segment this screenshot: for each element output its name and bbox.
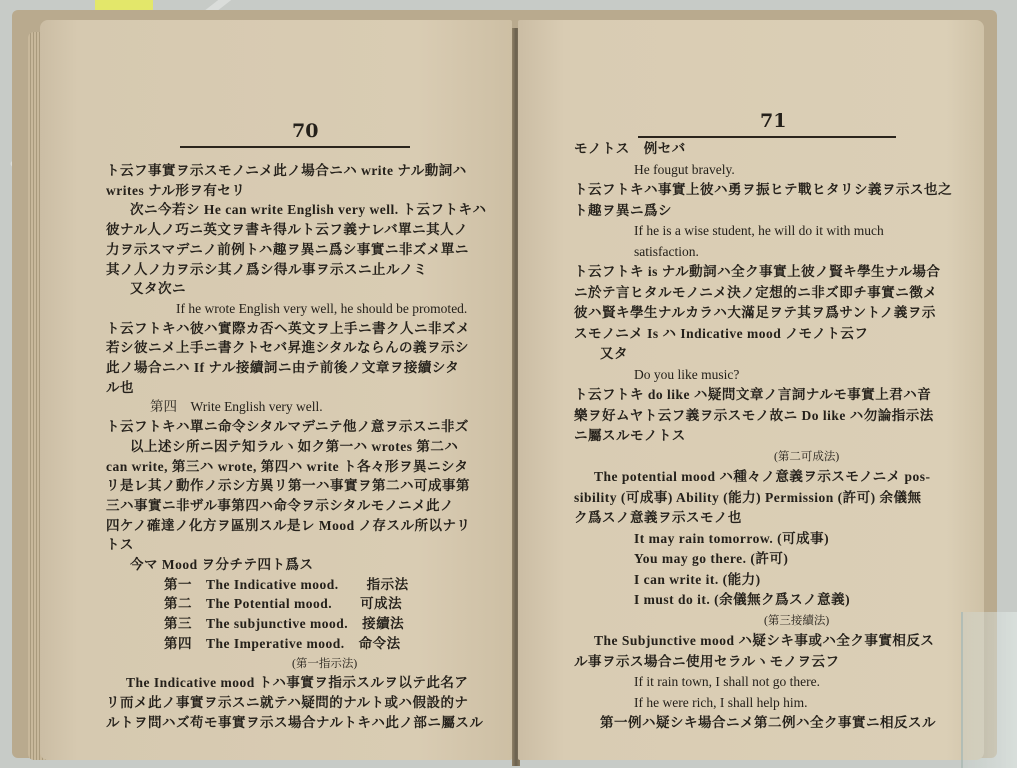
text-line: The Indicative mood トハ事實ヲ指示スルヲ以テ此名ア (126, 675, 469, 691)
text-line: ルトヲ問ハズ苟モ事實ヲ示ス場合ナルトキハ此ノ部ニ屬スル (106, 714, 484, 730)
text-line: スモノニメ Is ハ Indicative mood ノモノト云フ (574, 325, 869, 341)
text-line: I must do it. (余儀無ク爲スノ意義) (634, 592, 851, 607)
text-line: ト趣ヲ異ニ爲シ (574, 202, 672, 218)
text-line: I can write it. (能力) (634, 571, 761, 587)
text-line: (第二可成法) (774, 450, 840, 463)
header-rule-left (180, 146, 410, 148)
text-line: You may go there. (許可) (634, 551, 789, 566)
text-line: 第四 Write English very well. (150, 399, 323, 415)
text-line: satisfaction. (634, 243, 699, 259)
text-line: 第四 The Imperative mood. 命令法 (164, 635, 401, 651)
text-line: ト云フトキ is ナル動詞ハ全ク事實上彼ノ賢キ學生ナル場合 (574, 264, 941, 279)
text-line: (第三接續法) (764, 614, 830, 627)
text-line: 彼ハ賢キ學生ナルカラハ大滿足ヲテ其ヲ爲サントノ義ヲ示 (574, 305, 936, 320)
text-line: 若シ彼ニメ上手ニ書クトセバ昇進シタルならんの義ヲ示シ (106, 340, 470, 356)
left-page (40, 20, 512, 760)
text-line: ト云フトキハ彼ハ實際カ否ヘ英文ヲ上手ニ書ク人ニ非ズメ (106, 320, 470, 336)
text-line: If he were rich, I shall help him. (634, 694, 808, 710)
text-line: 力ヲ示スマデニノ前例トハ趣ヲ異ニ爲シ事實ニ非ズメ單ニ (106, 241, 469, 257)
text-line: ニ於テ言ヒタルモノニメ決ノ定想的ニ非ズ即チ事實ニ徴メ (574, 284, 938, 300)
text-line: He fougut bravely. (634, 161, 735, 177)
text-line: 三ハ事實ニ非ザル事第四ハ命令ヲ示シタルモノニメ此ノ (106, 497, 454, 513)
text-line: The Subjunctive mood ハ疑シキ事或ハ全ク事實相反ス (594, 633, 935, 648)
text-line: It may rain tomorrow. (可成事) (634, 530, 830, 546)
text-line: ト云フトキ do like ハ疑問文章ノ言詞ナルモ事實上君ハ音 (574, 387, 932, 402)
text-line: 又タ (600, 346, 628, 361)
text-line: 今マ Mood ヲ分チテ四ト爲ス (130, 557, 314, 572)
text-line: If it rain town, I shall not go there. (634, 674, 820, 689)
text-line: If he is a wise student, he will do it with much (634, 223, 884, 238)
text-line: 以上述シ所ニ因テ知ラルヽ如ク第一ハ wrotes 第二ハ (130, 438, 459, 454)
text-line: ト云フ事實ヲ示スモノニメ此ノ場合ニハ write ナル動詞ハ (106, 163, 467, 178)
text-line: ル也 (106, 379, 134, 395)
text-line: リ而メ此ノ事實ヲ示スニ就テハ疑問的ナルト或ハ假設的ナ (106, 694, 469, 710)
open-book (12, 10, 997, 758)
text-line: 樂ヲ好ムヤト云フ義ヲ示スモノ故ニ Do like ハ勿論指示法 (574, 407, 934, 423)
text-line: The potential mood ハ種々ノ意義ヲ示スモノニメ pos- (594, 469, 931, 484)
text-line: 次ニ今若シ He can write English very well. ト云フトキハ (130, 202, 487, 218)
text-line: 第三 The subjunctive mood. 接續法 (164, 616, 405, 632)
text-line: ト云フトキハ單ニ命令シタルマデニテ他ノ意ヲ示スニ非ズ (106, 419, 469, 435)
text-line: writes ナル形ヲ有セリ (106, 182, 246, 198)
text-line: トス (106, 537, 134, 553)
text-line: Do you like music? (634, 366, 740, 382)
text-line: 彼ナル人ノ巧ニ英文ヲ書キ得ルト云フ義ナレバ單ニ其人ノ (106, 222, 469, 238)
text-line: 此ノ場合ニハ If ナル接續詞ニ由テ前後ノ文章ヲ接續シタ (106, 360, 460, 375)
text-line: If he wrote English very well, he should be promoted. (176, 300, 468, 316)
text-line: 四ケノ確達ノ化方ヲ區別スル是レ Mood ノ存スル所以ナリ (106, 517, 471, 533)
right-page (518, 20, 984, 760)
glass-clip (961, 612, 1017, 768)
text-line: 第一 The Indicative mood. 指示法 (164, 576, 409, 592)
header-rule-right (638, 136, 896, 138)
text-line: ニ屬スルモノトス (574, 428, 686, 443)
text-line: 其ノ人ノ力ヲ示シ其ノ爲シ得ル事ヲ示スニ止ルノミ (106, 261, 428, 277)
text-line: sibility (可成事) Ability (能力) Permission (許可) 余儀無 (574, 489, 922, 505)
sticky-note-tab (95, 0, 153, 10)
text-line: ト云フトキハ事實上彼ハ勇ヲ振ヒテ戰ヒタリシ義ヲ示ス也之 (574, 182, 952, 197)
page-number-right: 71 (760, 110, 787, 132)
page-number-left: 70 (292, 120, 319, 142)
text-line: モノトス 例セバ (574, 141, 686, 156)
text-line: (第一指示法) (292, 657, 358, 670)
text-line: can write, 第三ハ wrote, 第四ハ write ト各々形ヲ異ニシタ (106, 458, 469, 474)
text-line: ク爲スノ意義ヲ示スモノ也 (574, 510, 742, 525)
text-line: ル事ヲ示ス場合ニ使用セラルヽモノヲ云フ (574, 653, 840, 669)
text-line: 第二 The Potential mood. 可成法 (164, 596, 403, 612)
text-line: リ是レ其ノ動作ノ示シ方異リ第一ハ事實ヲ第二ハ可成事第 (106, 478, 470, 494)
text-line: 又タ次ニ (130, 281, 186, 297)
text-line: 第一例ハ疑シキ場合ニメ第二例ハ全ク事實ニ相反スル (600, 715, 936, 730)
